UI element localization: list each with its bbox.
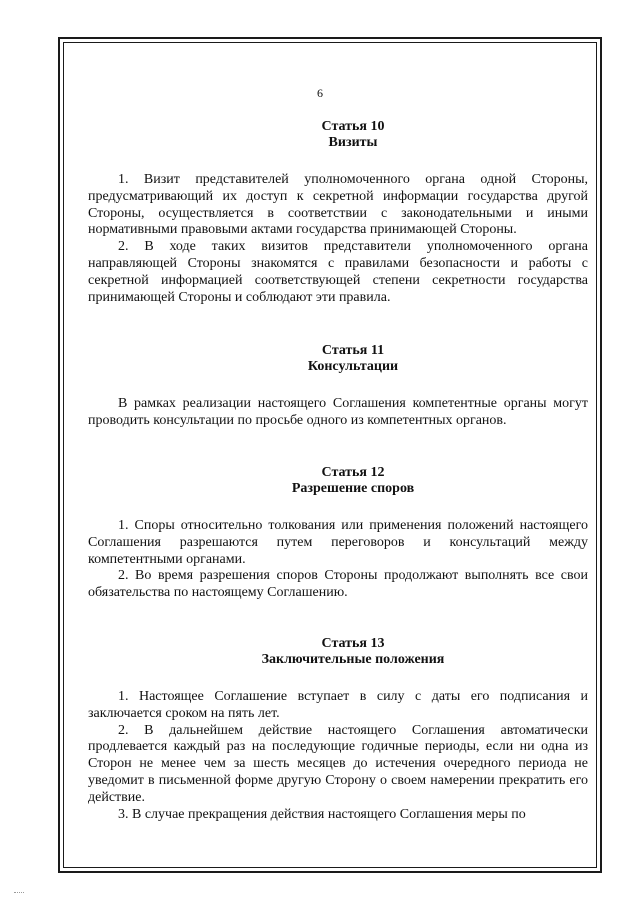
article-paragraph: 1. Визит представителей уполномоченного органа одной Стороны, предусматривающий их доступ к секретной информации государства другой Стороны, осуществляется в соответствии с законодательными и иными нормативными правовыми актами государства принимающей Стороны. bbox=[88, 172, 588, 238]
article-paragraph: 3. В случае прекращения действия настоящего Соглашения меры по bbox=[118, 806, 526, 822]
page-number: 6 bbox=[317, 86, 323, 100]
article-paragraph: 2. В дальнейшем действие настоящего Соглашения автоматически продлевается каждый раз на последующие годичные периоды, если ни одна из Сторон не менее чем за шесть месяцев до истечения очередного периода не уведомит в письменной форме другую Сторону о своем намерении прекратить его действие. bbox=[88, 722, 588, 805]
article-title: Статья 10 bbox=[321, 119, 385, 134]
article-12 bbox=[88, 465, 588, 602]
article-paragraph: 1. Споры относительно толкования или применения положений настоящего Соглашения разрешаются путем переговоров и консультаций между компетентными органами. bbox=[88, 518, 588, 567]
article-subtitle: Визиты bbox=[328, 135, 378, 150]
article-10 bbox=[88, 119, 588, 306]
article-paragraph: 2. Во время разрешения споров Стороны продолжают выполнять все свои обязательства по настоящему Соглашению. bbox=[88, 568, 588, 601]
article-subtitle: Разрешение споров bbox=[291, 481, 415, 496]
article-paragraph: 2. В ходе таких визитов представители уполномоченного органа направляющей Стороны знакомятся с правилами безопасности и работы с секретной информацией соответствующей степени секретности государства принимающей Стороны и соблюдают эти правила. bbox=[88, 239, 588, 305]
article-subtitle: Консультации bbox=[307, 359, 399, 374]
article-13 bbox=[88, 636, 588, 823]
article-paragraph: 1. Настоящее Соглашение вступает в силу с даты его подписания и заключается сроком на пять лет. bbox=[88, 689, 588, 721]
article-title: Статья 13 bbox=[321, 636, 385, 651]
article-title: Статья 11 bbox=[321, 343, 385, 358]
article-subtitle: Заключительные положения bbox=[261, 652, 445, 667]
article-paragraph: В рамках реализации настоящего Соглашения компетентные органы могут проводить консультации по просьбе одного из компетентных органов. bbox=[88, 396, 588, 428]
article-title: Статья 12 bbox=[321, 465, 385, 480]
scan-artifact bbox=[14, 892, 24, 894]
article-11 bbox=[88, 343, 588, 430]
